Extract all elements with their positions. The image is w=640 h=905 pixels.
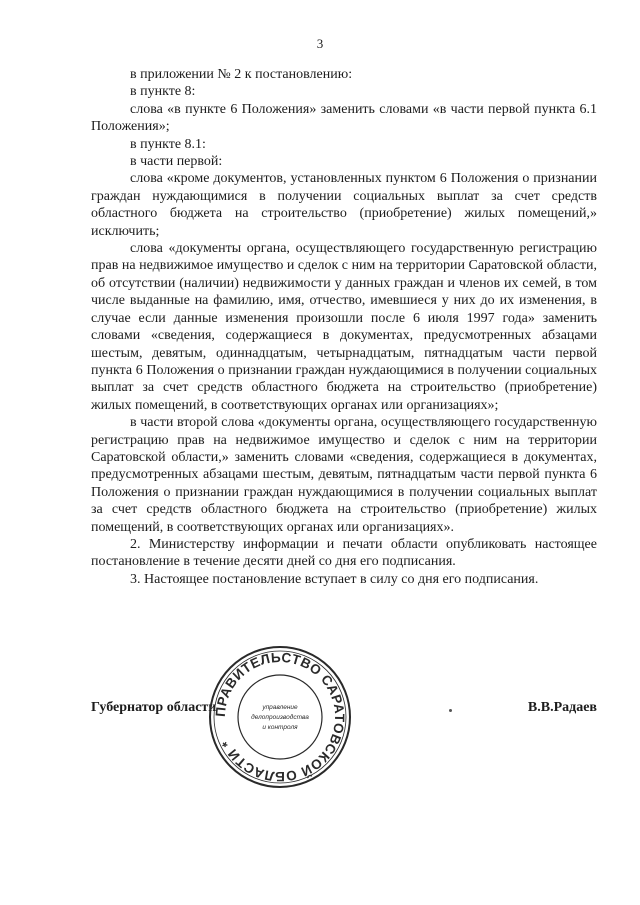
paragraph-3: слова «в пункте 6 Положения» заменить словами «в части первой пункта 6.1 Положения»; [91,101,597,135]
margin-dot [449,709,452,712]
paragraph-9: 2. Министерству информации и печати области опубликовать настоящее постановление в течение десяти дней со дня его подписания. [91,536,597,570]
paragraph-7: слова «документы органа, осуществляющего государственную регистрацию прав на недвижимое имущество и сделок с ним на территории Саратовской области, об отсутствии (наличии) недвижимости у данных граждан и членов их семей, в том числе выданные на фамилию, имя, отчество, имевшиеся у них до их изменения, в случае если данные изменения произошли после 6 июля 1997 года» заменить словами «сведения, содержащиеся в документах, предусмотренных абзацами шестым, девятым, одиннадцатым, четырнадцатым, пятнадцатым части первой пункта 6 Положения о признании граждан нуждающимися в получении социальных выплат за счет средств областного бюджета на строительство (приобретение) жилых помещений, в соответствующих органах или организациях»; [91,241,597,413]
seal-inner-line-3: и контроля [262,724,298,731]
document-body [91,66,597,588]
official-seal [206,643,354,791]
paragraph-4: в пункте 8.1: [130,136,206,152]
paragraph-5: в части первой: [130,154,223,170]
paragraph-6: слова «кроме документов, установленных пунктом 6 Положения о признании граждан нуждающимися в получении социальных выплат за счет средств областного бюджета на строительство (приобретение) жилых помещений,» исключить; [91,171,597,239]
paragraph-2: в пункте 8: [130,84,196,100]
seal-inner-line-1: управление [262,704,298,711]
paragraph-1: в приложении № 2 к постановлению: [130,67,353,82]
seal-inner-line-2: делопроизводства [251,714,309,721]
paragraph-8: в части второй слова «документы органа, осуществляющего государственную регистрацию прав на недвижимое имущество и сделок с ним на территории Саратовской области,» заменить словами «сведения, содержащиеся в документах, предусмотренных абзацами шестым, девятым, пятнадцатым части первой пункта 6 Положения о признании граждан нуждающимися в получении социальных выплат за счет средств областного бюджета на строительство (приобретение) жилых помещений, в соответствующих органах или организациях». [91,415,597,535]
signatory-title: Губернатор области [91,700,217,715]
paragraph-10: 3. Настоящее постановление вступает в силу со дня его подписания. [130,571,539,587]
seal-ring-text: ПРАВИТЕЛЬСТВО САРАТОВСКОЙ ОБЛАСТИ * [212,649,348,785]
page-number: 3 [316,36,324,51]
signatory-name: В.В.Радаев [527,700,597,715]
